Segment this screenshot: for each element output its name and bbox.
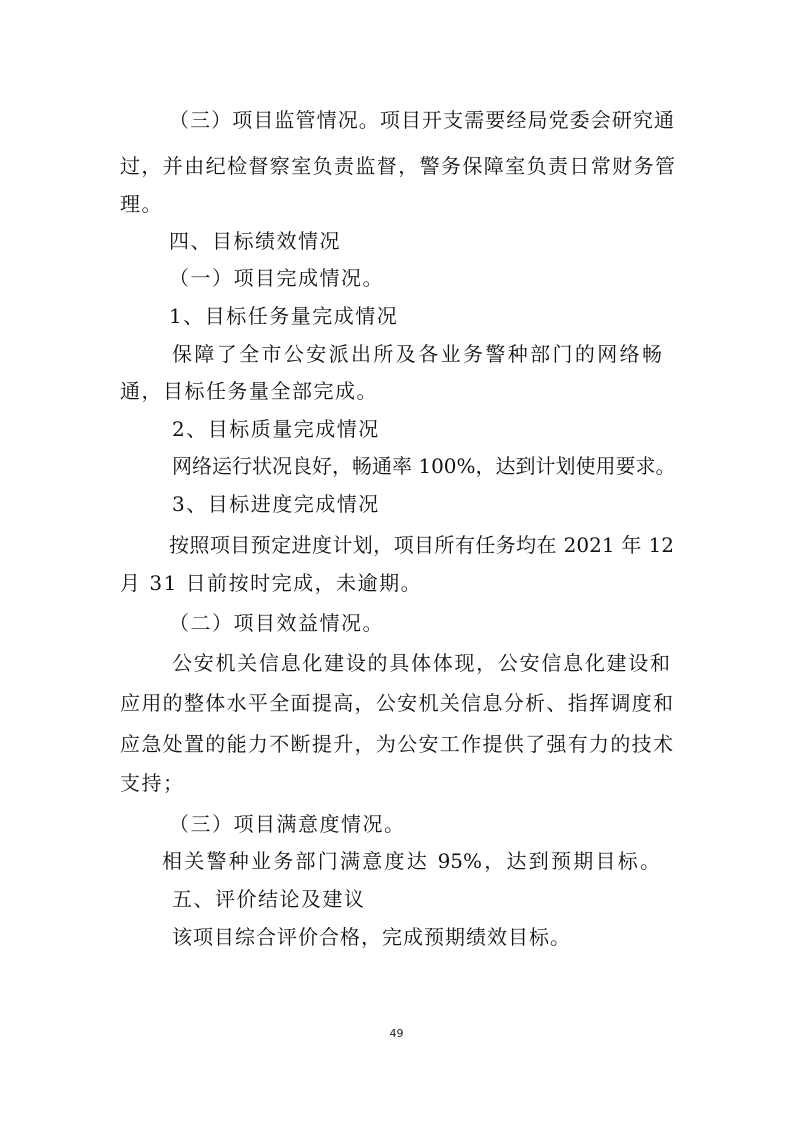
paragraph-line: 通，目标任务量全部完成。: [120, 379, 378, 403]
text-line: 相关警种业务部门满意度达 95%，达到预期目标。: [162, 849, 660, 873]
subsection-heading: （二）项目效益情况。: [169, 611, 384, 635]
text-line: 网络运行状况良好，畅通率 100%，达到计划使用要求。: [172, 454, 676, 478]
subsection-heading: （一）项目完成情况。: [169, 266, 384, 290]
paragraph-line: [169, 533, 674, 557]
text-line: 过，并由纪检督察室负责监督，警务保障室负责日常财务管: [120, 154, 675, 178]
item-heading: 3、目标进度完成情况: [172, 492, 380, 516]
paragraph-line: [120, 732, 673, 756]
item-heading: 2、目标质量完成情况: [172, 417, 380, 441]
paragraph-line: 支持；: [120, 771, 185, 795]
text-line: 按照项目预定进度计划，项目所有任务均在 2021 年 12: [169, 533, 674, 557]
text-line: 应用的整体水平全面提高，公安机关信息分析、指挥调度和: [120, 691, 673, 715]
paragraph-line: [172, 342, 662, 366]
subsection-heading: （三）项目满意度情况。: [169, 812, 406, 836]
text-line: 公安机关信息化建设的具体体现，公安信息化建设和: [172, 651, 670, 675]
section-heading: 五、评价结论及建议: [172, 887, 366, 911]
text-line: 保障了全市公安派出所及各业务警种部门的网络畅: [172, 342, 662, 366]
text-line: （三）项目监管情况。项目开支需要经局党委会研究通: [169, 108, 674, 132]
paragraph-line: 理。: [120, 192, 163, 216]
item-heading: 1、目标任务量完成情况: [169, 304, 399, 328]
paragraph-line: [172, 925, 570, 949]
section-heading: 四、目标绩效情况: [169, 229, 341, 253]
paragraph-line: [162, 849, 660, 873]
paragraph-line: [172, 454, 674, 478]
paragraph-line: [120, 154, 675, 178]
paragraph-line: [172, 651, 670, 675]
text-line: 应急处置的能力不断提升，为公安工作提供了强有力的技术: [120, 732, 673, 756]
page-number: 49: [389, 1027, 404, 1040]
paragraph-line: [120, 691, 673, 715]
paragraph-line: 月 31 日前按时完成，未逾期。: [120, 571, 423, 595]
paragraph-line: [169, 108, 674, 132]
text-line: 该项目综合评价合格，完成预期绩效目标。: [172, 925, 570, 949]
